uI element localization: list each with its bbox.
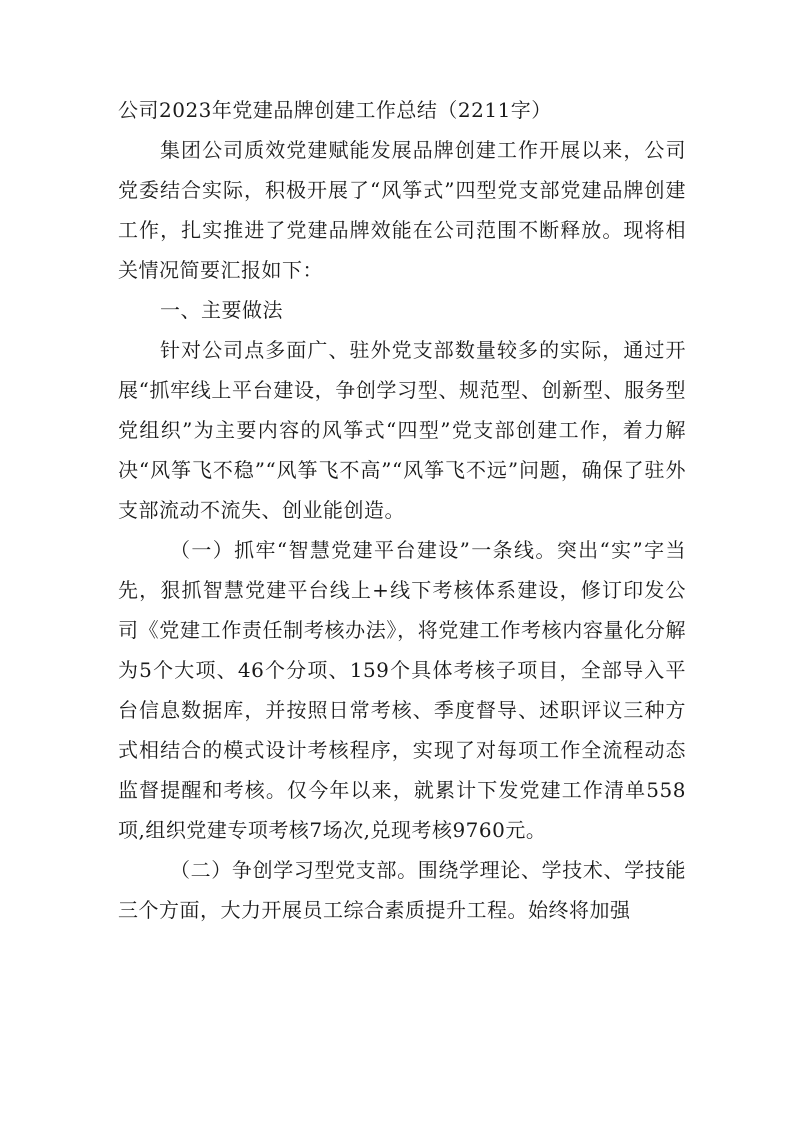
section-heading-main-practices: 一、主要做法 <box>160 298 283 322</box>
intro-paragraph: 集团公司质效党建赋能发展品牌创建工作开展以来，公司党委结合实际，积极开展了“风筝式”四型党支部党建品牌创建工作，扎实推进了党建品牌效能在公司范围不断释放。现将相关情况简要汇报如下： <box>118 138 686 282</box>
document-title: 公司2023年党建品牌创建工作总结（2211字） <box>118 98 552 122</box>
document-page <box>118 90 686 930</box>
subsection-paragraph-platform: （一）抓牢“智慧党建平台建设”一条线。突出“实”字当先，狠抓智慧党建平台线上+线下考核体系建设，修订印发公司《党建工作责任制考核办法》，将党建工作考核内容量化分解为5个大项、46个分项、159个具体考核子项目，全部导入平台信息数据库，并按照日常考核、季度督导、述职评议三种方式相结合的模式设计考核程序，实现了对每项工作全流程动态监督提醒和考核。仅今年以来，就累计下发党建工作清单558项,组织党建专项考核7场次,兑现考核9760元。 <box>118 538 686 842</box>
subsection-paragraph-learning: （二）争创学习型党支部。围绕学理论、学技术、学技能三个方面，大力开展员工综合素质提升工程。始终将加强 <box>118 858 686 922</box>
section-body-paragraph: 针对公司点多面广、驻外党支部数量较多的实际，通过开展“抓牢线上平台建设，争创学习型、规范型、创新型、服务型党组织”为主要内容的风筝式“四型”党支部创建工作，着力解决“风筝飞不稳”“风筝飞不高”“风筝飞不远”问题，确保了驻外支部流动不流失、创业能创造。 <box>118 338 686 522</box>
